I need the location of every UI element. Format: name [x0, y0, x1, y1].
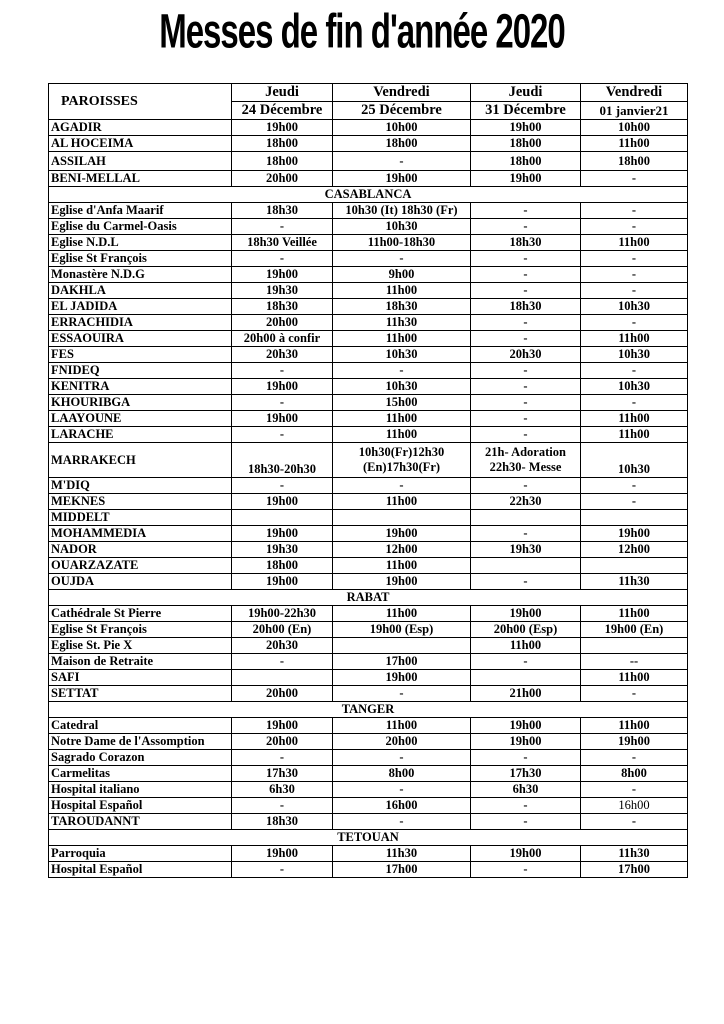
table-row — [49, 171, 688, 187]
mass-time-cell: 6h30 — [232, 782, 333, 798]
parish-name: DAKHLA — [49, 283, 232, 299]
mass-time-cell: 10h30 — [333, 219, 471, 235]
table-row — [49, 283, 688, 299]
mass-time-cell: - — [471, 203, 581, 219]
mass-time-cell: 20h30 — [232, 347, 333, 363]
mass-time-cell: 19h00 — [471, 734, 581, 750]
parish-name: SETTAT — [49, 686, 232, 702]
section-title: CASABLANCA — [49, 187, 688, 203]
mass-time-cell: 19h00 — [333, 574, 471, 590]
mass-time-cell: 20h00 (En) — [232, 622, 333, 638]
table-row — [49, 862, 688, 878]
mass-time-cell: - — [232, 750, 333, 766]
mass-time-cell: 12h00 — [333, 542, 471, 558]
mass-time-cell: 19h00 — [232, 411, 333, 427]
mass-time-cell: 10h30 — [581, 443, 688, 478]
parish-name: LAAYOUNE — [49, 411, 232, 427]
table-row — [49, 574, 688, 590]
mass-time-cell: - — [581, 478, 688, 494]
mass-time-cell: 22h30 — [471, 494, 581, 510]
parish-name: BENI-MELLAL — [49, 171, 232, 187]
mass-time-cell: - — [333, 251, 471, 267]
mass-time-cell: 19h00 — [471, 120, 581, 136]
mass-time-cell: - — [333, 363, 471, 379]
mass-time-cell: 19h00 — [581, 526, 688, 542]
mass-time-cell — [581, 558, 688, 574]
table-row — [49, 267, 688, 283]
parish-name: ASSILAH — [49, 152, 232, 171]
mass-time-cell: 19h00 — [232, 120, 333, 136]
table-row — [49, 347, 688, 363]
mass-time-cell: - — [333, 750, 471, 766]
mass-time-cell: 8h00 — [333, 766, 471, 782]
mass-time-cell: 19h00 — [232, 379, 333, 395]
mass-time-cell: 18h00 — [581, 152, 688, 171]
mass-time-cell: 20h30 — [471, 347, 581, 363]
parish-name: ESSAOUIRA — [49, 331, 232, 347]
mass-time-cell: 10h30(Fr)12h30 (En)17h30(Fr) — [333, 443, 471, 478]
mass-time-cell: - — [471, 267, 581, 283]
header-date: 24 Décembre — [232, 102, 333, 120]
mass-time-cell: - — [333, 478, 471, 494]
mass-time-cell: 19h00 — [471, 171, 581, 187]
header-day: Jeudi — [232, 84, 333, 102]
mass-time-cell: - — [471, 395, 581, 411]
parish-name: MEKNES — [49, 494, 232, 510]
table-row — [49, 395, 688, 411]
parish-name: AL HOCEIMA — [49, 136, 232, 152]
mass-time-cell: - — [581, 171, 688, 187]
mass-time-cell: 18h30 — [232, 203, 333, 219]
table-row — [49, 331, 688, 347]
section-title: TETOUAN — [49, 830, 688, 846]
parish-name: Eglise d'Anfa Maarif — [49, 203, 232, 219]
parish-name: MOHAMMEDIA — [49, 526, 232, 542]
mass-time-cell: 16h00 — [581, 798, 688, 814]
mass-time-cell: - — [581, 267, 688, 283]
mass-time-cell: 11h00 — [333, 494, 471, 510]
mass-time-cell: - — [232, 654, 333, 670]
parish-name: ERRACHIDIA — [49, 315, 232, 331]
table-row — [49, 411, 688, 427]
mass-time-cell: 18h30 — [232, 814, 333, 830]
mass-time-cell: 11h30 — [581, 846, 688, 862]
mass-time-cell: 17h00 — [581, 862, 688, 878]
parish-name: MIDDELT — [49, 510, 232, 526]
mass-time-cell: 21h00 — [471, 686, 581, 702]
mass-time-cell: 11h30 — [333, 846, 471, 862]
parish-name: OUJDA — [49, 574, 232, 590]
table-row — [49, 363, 688, 379]
parish-name: M'DIQ — [49, 478, 232, 494]
mass-time-cell: 19h00 — [471, 606, 581, 622]
table-row — [49, 379, 688, 395]
table-row — [49, 120, 688, 136]
table-row — [49, 798, 688, 814]
schedule-table — [48, 83, 687, 878]
table-row — [49, 638, 688, 654]
mass-time-cell: 18h00 — [232, 152, 333, 171]
parish-name: Catedral — [49, 718, 232, 734]
table-row — [49, 734, 688, 750]
table-row — [49, 846, 688, 862]
mass-time-cell: 11h00-18h30 — [333, 235, 471, 251]
mass-time-cell: - — [471, 283, 581, 299]
mass-time-cell: 20h00 à confir — [232, 331, 333, 347]
mass-time-cell: - — [232, 251, 333, 267]
mass-time-cell: 10h30 — [581, 347, 688, 363]
mass-time-cell: - — [471, 526, 581, 542]
mass-time-cell: 19h30 — [232, 542, 333, 558]
table-row — [49, 219, 688, 235]
mass-time-cell: 19h30 — [232, 283, 333, 299]
section-row — [49, 187, 688, 203]
schedule-body — [49, 120, 688, 878]
mass-time-cell — [333, 510, 471, 526]
page-title: Messes de fin d'année 2020 — [159, 4, 565, 58]
parish-name: Eglise St. Pie X — [49, 638, 232, 654]
mass-time-cell: - — [471, 798, 581, 814]
mass-time-cell: - — [471, 363, 581, 379]
mass-time-cell: - — [581, 686, 688, 702]
mass-time-cell: 19h00 — [232, 574, 333, 590]
table-row — [49, 542, 688, 558]
parish-name: FNIDEQ — [49, 363, 232, 379]
mass-time-cell: 18h00 — [471, 136, 581, 152]
mass-time-cell: 18h00 — [232, 136, 333, 152]
mass-time-cell — [471, 510, 581, 526]
mass-time-cell: 11h00 — [333, 718, 471, 734]
mass-time-cell: 10h00 — [333, 120, 471, 136]
mass-time-cell: 20h00 (Esp) — [471, 622, 581, 638]
mass-time-cell: 10h30 (It) 18h30 (Fr) — [333, 203, 471, 219]
mass-time-cell: 11h00 — [581, 670, 688, 686]
parish-name: Notre Dame de l'Assomption — [49, 734, 232, 750]
mass-time-cell: 18h30 — [333, 299, 471, 315]
parish-name: KENITRA — [49, 379, 232, 395]
mass-time-cell: 18h00 — [333, 136, 471, 152]
table-row — [49, 766, 688, 782]
mass-time-cell: 17h00 — [333, 654, 471, 670]
parish-name: TAROUDANNT — [49, 814, 232, 830]
mass-time-cell: - — [232, 395, 333, 411]
mass-time-cell: 17h00 — [333, 862, 471, 878]
parish-name: Monastère N.D.G — [49, 267, 232, 283]
mass-time-cell: - — [581, 363, 688, 379]
mass-time-cell: - — [333, 782, 471, 798]
mass-time-cell: - — [471, 750, 581, 766]
mass-time-cell: - — [581, 219, 688, 235]
mass-time-cell: 11h00 — [581, 235, 688, 251]
table-row — [49, 718, 688, 734]
mass-time-cell: - — [581, 203, 688, 219]
mass-time-cell: - — [581, 283, 688, 299]
mass-time-cell: 11h00 — [581, 411, 688, 427]
table-row — [49, 315, 688, 331]
mass-time-cell: - — [333, 814, 471, 830]
parish-name: Carmelitas — [49, 766, 232, 782]
table-row — [49, 510, 688, 526]
table-row — [49, 686, 688, 702]
mass-time-cell: 11h00 — [333, 411, 471, 427]
mass-time-cell: - — [581, 782, 688, 798]
mass-time-cell: 19h00 — [232, 526, 333, 542]
section-row — [49, 830, 688, 846]
mass-time-cell: 19h00 — [232, 846, 333, 862]
mass-time-cell: - — [232, 219, 333, 235]
mass-time-cell: 11h00 — [581, 331, 688, 347]
parish-name: LARACHE — [49, 427, 232, 443]
mass-time-cell: - — [581, 315, 688, 331]
mass-time-cell: 19h00 — [333, 670, 471, 686]
mass-time-cell: 9h00 — [333, 267, 471, 283]
mass-time-cell: 18h30-20h30 — [232, 443, 333, 478]
table-row — [49, 443, 688, 478]
mass-time-cell: - — [471, 654, 581, 670]
mass-time-cell: - — [471, 411, 581, 427]
mass-time-cell: - — [581, 814, 688, 830]
mass-time-cell: 19h00-22h30 — [232, 606, 333, 622]
mass-time-cell: 19h00 — [333, 171, 471, 187]
mass-time-cell: 19h00 — [333, 526, 471, 542]
table-row — [49, 526, 688, 542]
parish-name: Maison de Retraite — [49, 654, 232, 670]
mass-time-cell: - — [471, 331, 581, 347]
mass-time-cell: - — [232, 798, 333, 814]
mass-time-cell: 19h00 — [232, 267, 333, 283]
parish-name: EL JADIDA — [49, 299, 232, 315]
table-row — [49, 750, 688, 766]
mass-time-cell: - — [471, 862, 581, 878]
mass-time-cell: 19h00 — [471, 718, 581, 734]
mass-time-cell: 11h00 — [333, 331, 471, 347]
table-row — [49, 203, 688, 219]
mass-time-cell: - — [471, 379, 581, 395]
mass-time-cell: -- — [581, 654, 688, 670]
table-row — [49, 494, 688, 510]
mass-time-cell: 17h30 — [232, 766, 333, 782]
mass-time-cell — [471, 670, 581, 686]
section-row — [49, 590, 688, 606]
parish-name: Hospital Español — [49, 798, 232, 814]
mass-time-cell: - — [471, 478, 581, 494]
table-row — [49, 654, 688, 670]
mass-time-cell: 10h30 — [333, 347, 471, 363]
parish-name: Hospital italiano — [49, 782, 232, 798]
mass-time-cell: 17h30 — [471, 766, 581, 782]
header-date: 31 Décembre — [471, 102, 581, 120]
mass-time-cell: 18h30 — [471, 235, 581, 251]
mass-time-cell: 19h00 (En) — [581, 622, 688, 638]
section-title: RABAT — [49, 590, 688, 606]
mass-time-cell: 11h00 — [581, 718, 688, 734]
section-row — [49, 702, 688, 718]
header-paroisses: PAROISSES — [49, 84, 232, 120]
parish-name: Cathédrale St Pierre — [49, 606, 232, 622]
table-row — [49, 152, 688, 171]
mass-time-cell: 6h30 — [471, 782, 581, 798]
table-row — [49, 782, 688, 798]
mass-time-cell — [333, 638, 471, 654]
mass-time-cell: 20h00 — [333, 734, 471, 750]
mass-time-cell: 20h00 — [232, 315, 333, 331]
table-row — [49, 251, 688, 267]
mass-time-cell: - — [581, 750, 688, 766]
table-row — [49, 235, 688, 251]
mass-time-cell: 11h00 — [581, 606, 688, 622]
mass-time-cell: - — [471, 251, 581, 267]
parish-name: AGADIR — [49, 120, 232, 136]
mass-time-cell: 20h30 — [232, 638, 333, 654]
mass-time-cell: 11h00 — [333, 606, 471, 622]
mass-time-cell: 21h- Adoration 22h30- Messe — [471, 443, 581, 478]
parish-name: NADOR — [49, 542, 232, 558]
mass-time-cell: - — [232, 363, 333, 379]
mass-time-cell: - — [232, 478, 333, 494]
mass-time-cell — [232, 670, 333, 686]
parish-name: OUARZAZATE — [49, 558, 232, 574]
parish-name: Eglise N.D.L — [49, 235, 232, 251]
parish-name: FES — [49, 347, 232, 363]
table-row — [49, 622, 688, 638]
mass-time-cell: 19h00 — [581, 734, 688, 750]
mass-time-cell: 19h00 — [232, 494, 333, 510]
mass-time-cell: 19h00 — [471, 846, 581, 862]
mass-time-cell: 20h00 — [232, 686, 333, 702]
mass-time-cell: 16h00 — [333, 798, 471, 814]
mass-time-cell: 18h30 — [232, 299, 333, 315]
mass-time-cell — [581, 638, 688, 654]
mass-time-cell — [581, 510, 688, 526]
parish-name: Eglise St François — [49, 622, 232, 638]
header-day: Vendredi — [333, 84, 471, 102]
table-row — [49, 299, 688, 315]
mass-time-cell: 20h00 — [232, 734, 333, 750]
header-date: 01 janvier21 — [581, 102, 688, 120]
mass-time-cell: 18h00 — [471, 152, 581, 171]
table-row — [49, 136, 688, 152]
mass-time-cell: 19h00 (Esp) — [333, 622, 471, 638]
mass-time-cell: 10h30 — [581, 379, 688, 395]
mass-time-cell: 11h00 — [333, 427, 471, 443]
table-row — [49, 670, 688, 686]
mass-time-cell: 12h00 — [581, 542, 688, 558]
mass-time-cell: 10h30 — [581, 299, 688, 315]
section-title: TANGER — [49, 702, 688, 718]
parish-name: SAFI — [49, 670, 232, 686]
mass-time-cell: 11h00 — [471, 638, 581, 654]
mass-time-cell: - — [471, 219, 581, 235]
header-day: Vendredi — [581, 84, 688, 102]
mass-time-cell: 11h30 — [333, 315, 471, 331]
mass-time-cell: - — [471, 427, 581, 443]
table-row — [49, 606, 688, 622]
mass-time-cell: - — [471, 814, 581, 830]
mass-time-cell: - — [333, 686, 471, 702]
parish-name: Hospital Español — [49, 862, 232, 878]
mass-time-cell — [232, 510, 333, 526]
mass-time-cell: - — [333, 152, 471, 171]
mass-time-cell: - — [581, 395, 688, 411]
mass-time-cell: - — [581, 251, 688, 267]
mass-time-cell: 18h30 — [471, 299, 581, 315]
mass-time-cell: - — [581, 494, 688, 510]
header-date: 25 Décembre — [333, 102, 471, 120]
mass-time-cell: 18h00 — [232, 558, 333, 574]
mass-time-cell: 18h30 Veillée — [232, 235, 333, 251]
mass-time-cell: - — [232, 427, 333, 443]
mass-time-cell: 20h00 — [232, 171, 333, 187]
mass-time-cell: - — [471, 574, 581, 590]
mass-time-cell — [471, 558, 581, 574]
header-day: Jeudi — [471, 84, 581, 102]
mass-time-cell: 19h30 — [471, 542, 581, 558]
table-row — [49, 478, 688, 494]
table-row — [49, 427, 688, 443]
mass-time-cell: 15h00 — [333, 395, 471, 411]
mass-time-cell: 11h00 — [333, 283, 471, 299]
mass-time-cell: 19h00 — [232, 718, 333, 734]
mass-time-cell: - — [471, 315, 581, 331]
table-row — [49, 558, 688, 574]
table-row — [49, 814, 688, 830]
mass-time-cell: 11h30 — [581, 574, 688, 590]
parish-name: KHOURIBGA — [49, 395, 232, 411]
parish-name: Parroquia — [49, 846, 232, 862]
mass-time-cell: 11h00 — [333, 558, 471, 574]
parish-name: Eglise du Carmel-Oasis — [49, 219, 232, 235]
mass-time-cell: 8h00 — [581, 766, 688, 782]
mass-time-cell: 11h00 — [581, 427, 688, 443]
mass-time-cell: 10h30 — [333, 379, 471, 395]
mass-time-cell: 10h00 — [581, 120, 688, 136]
parish-name: MARRAKECH — [49, 443, 232, 478]
parish-name: Sagrado Corazon — [49, 750, 232, 766]
mass-time-cell: 11h00 — [581, 136, 688, 152]
mass-time-cell: - — [232, 862, 333, 878]
parish-name: Eglise St François — [49, 251, 232, 267]
